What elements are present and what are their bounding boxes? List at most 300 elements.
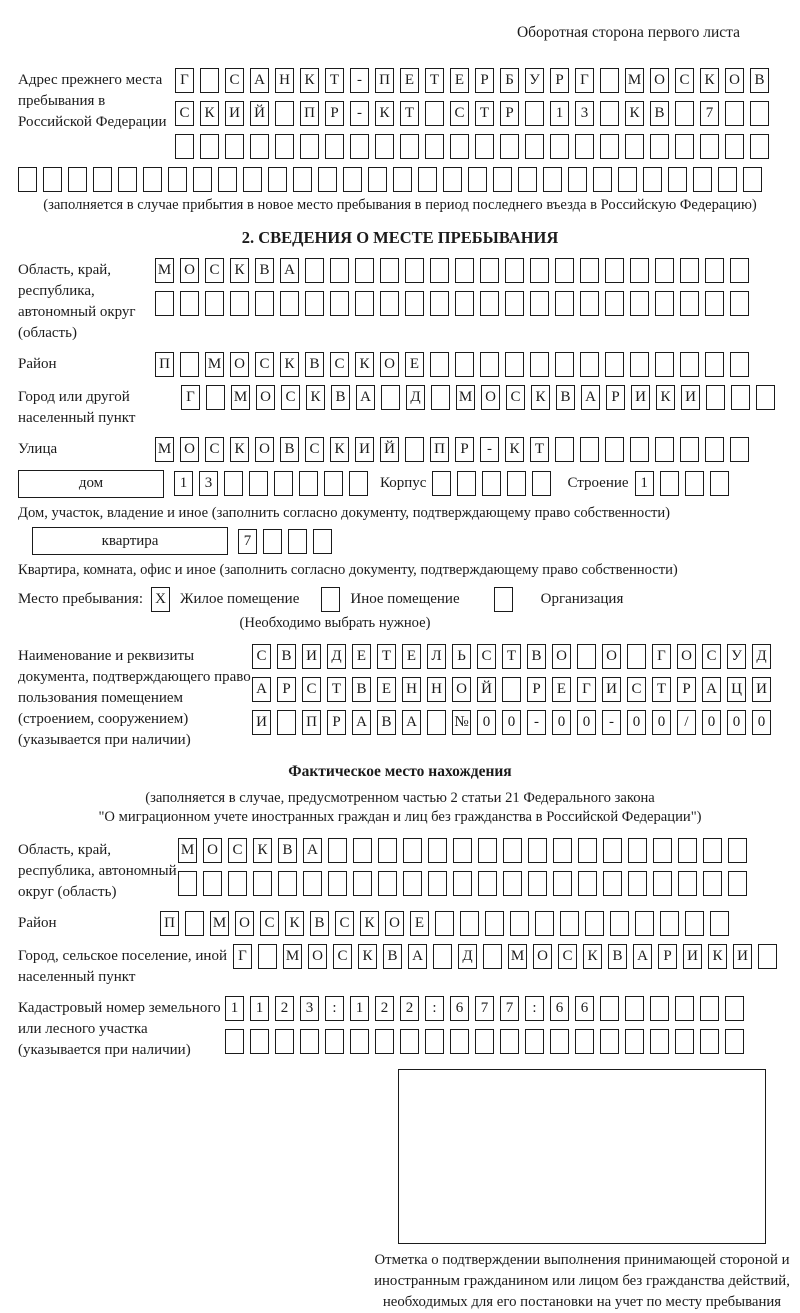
- form-cell: [507, 471, 526, 496]
- form-cell: [505, 291, 524, 316]
- form-cell: [678, 871, 697, 896]
- form-cell: С: [450, 101, 469, 126]
- form-cell: Л: [427, 644, 446, 669]
- form-cell: [505, 258, 524, 283]
- form-cell: К: [330, 437, 349, 462]
- form-cell: [381, 385, 400, 410]
- form-cell: [525, 1029, 544, 1054]
- actual-district-row: [160, 911, 729, 936]
- form-cell: [375, 1029, 394, 1054]
- form-cell: [275, 101, 294, 126]
- form-cell: Е: [410, 911, 429, 936]
- form-cell: [653, 838, 672, 863]
- form-cell: [450, 1029, 469, 1054]
- form-cell: И: [302, 644, 321, 669]
- form-cell: [555, 258, 574, 283]
- document-label: Наименование и реквизиты документа, подтверждающего право пользования помещением (строением, сооружением) (указывается при наличии): [18, 647, 251, 748]
- district-block: [18, 352, 782, 377]
- form-cell: К: [285, 911, 304, 936]
- form-cell: 6: [575, 996, 594, 1021]
- form-cell: [468, 167, 487, 192]
- form-cell: В: [377, 710, 396, 735]
- form-cell: [680, 437, 699, 462]
- form-cell: К: [360, 911, 379, 936]
- form-cell: -: [602, 710, 621, 735]
- form-cell: [605, 352, 624, 377]
- form-cell: [143, 167, 162, 192]
- form-cell: Е: [405, 352, 424, 377]
- form-cell: [430, 291, 449, 316]
- form-cell: О: [255, 437, 274, 462]
- form-cell: [528, 838, 547, 863]
- form-cell: Р: [677, 677, 696, 702]
- form-cell: [500, 134, 519, 159]
- form-cell: [725, 134, 744, 159]
- form-cell: [350, 134, 369, 159]
- form-cell: [303, 871, 322, 896]
- form-cell: К: [375, 101, 394, 126]
- form-cell: К: [306, 385, 325, 410]
- form-cell: С: [558, 944, 577, 969]
- form-cell: [555, 291, 574, 316]
- form-cell: Г: [175, 68, 194, 93]
- form-cell: [443, 167, 462, 192]
- form-cell: [710, 911, 729, 936]
- form-cell: К: [200, 101, 219, 126]
- form-cell: Р: [527, 677, 546, 702]
- prev-address-footnote: (заполняется в случае прибытия в новое место пребывания в период последнего въезда в Российскую Федерацию): [43, 197, 757, 213]
- form-cell: 0: [502, 710, 521, 735]
- form-cell: [350, 1029, 369, 1054]
- form-cell: 0: [652, 710, 671, 735]
- form-cell: [560, 911, 579, 936]
- form-cell: [243, 167, 262, 192]
- form-cell: 6: [550, 996, 569, 1021]
- form-cell: И: [733, 944, 752, 969]
- form-cell: [478, 838, 497, 863]
- form-cell: [580, 437, 599, 462]
- form-cell: О: [481, 385, 500, 410]
- form-cell: [478, 871, 497, 896]
- form-cell: С: [252, 644, 271, 669]
- form-cell: В: [750, 68, 769, 93]
- form-cell: [378, 871, 397, 896]
- form-cell: [568, 167, 587, 192]
- form-cell: Т: [502, 644, 521, 669]
- form-cell: [427, 710, 446, 735]
- form-cell: [230, 291, 249, 316]
- form-cell: [503, 838, 522, 863]
- form-cell: [575, 1029, 594, 1054]
- stroenie-cells: [635, 471, 729, 496]
- form-cell: А: [252, 677, 271, 702]
- prev-address-block: [18, 68, 782, 159]
- form-cell: [532, 471, 551, 496]
- form-cell: К: [708, 944, 727, 969]
- form-cell: [500, 1029, 519, 1054]
- form-cell: О: [256, 385, 275, 410]
- form-cell: М: [283, 944, 302, 969]
- form-cell: [277, 710, 296, 735]
- form-cell: [577, 644, 596, 669]
- form-cell: О: [385, 911, 404, 936]
- form-cell: К: [230, 258, 249, 283]
- form-cell: Т: [425, 68, 444, 93]
- form-cell: 2: [275, 996, 294, 1021]
- form-cell: С: [225, 68, 244, 93]
- form-cell: [368, 167, 387, 192]
- form-cell: [668, 167, 687, 192]
- form-cell: 2: [400, 996, 419, 1021]
- form-cell: Ц: [727, 677, 746, 702]
- form-cell: [330, 291, 349, 316]
- stay-type-note: (Необходимо выбрать нужное): [239, 615, 431, 632]
- form-cell: [355, 291, 374, 316]
- form-cell: -: [480, 437, 499, 462]
- form-cell: [430, 352, 449, 377]
- checkbox-residential: X: [151, 587, 170, 612]
- form-cell: [585, 911, 604, 936]
- cadastral-block: [18, 996, 782, 1061]
- form-cell: [680, 258, 699, 283]
- form-cell: Г: [577, 677, 596, 702]
- form-cell: С: [302, 677, 321, 702]
- form-cell: В: [650, 101, 669, 126]
- form-cell: :: [325, 996, 344, 1021]
- form-cell: А: [303, 838, 322, 863]
- form-cell: О: [533, 944, 552, 969]
- form-cell: С: [260, 911, 279, 936]
- form-cell: [432, 471, 451, 496]
- form-cell: С: [675, 68, 694, 93]
- form-cell: К: [583, 944, 602, 969]
- form-cell: [593, 167, 612, 192]
- form-cell: О: [650, 68, 669, 93]
- form-cell: В: [608, 944, 627, 969]
- form-cell: [525, 101, 544, 126]
- form-cell: В: [255, 258, 274, 283]
- form-cell: [280, 291, 299, 316]
- form-cell: [485, 911, 504, 936]
- form-cell: [628, 838, 647, 863]
- form-cell: [505, 352, 524, 377]
- form-cell: Г: [575, 68, 594, 93]
- form-cell: [553, 871, 572, 896]
- region-row-2: [155, 291, 749, 316]
- form-cell: [378, 838, 397, 863]
- form-cell: И: [681, 385, 700, 410]
- form-cell: [605, 437, 624, 462]
- form-cell: [318, 167, 337, 192]
- form-cell: И: [683, 944, 702, 969]
- actual-region-label: Область, край, республика, автономный округ (область): [18, 842, 177, 901]
- form-cell: [580, 291, 599, 316]
- option-residential-label: Жилое помещение: [180, 591, 300, 608]
- form-cell: С: [702, 644, 721, 669]
- prev-address-row-4: [18, 167, 782, 192]
- form-cell: [530, 352, 549, 377]
- actual-region-row-1: [178, 838, 747, 863]
- form-cell: Н: [402, 677, 421, 702]
- form-cell: [453, 838, 472, 863]
- form-cell: О: [452, 677, 471, 702]
- form-cell: [627, 644, 646, 669]
- form-cell: [725, 1029, 744, 1054]
- form-cell: Г: [233, 944, 252, 969]
- actual-district-label: Район: [18, 915, 57, 932]
- form-cell: [625, 1029, 644, 1054]
- checkbox-organization: [494, 587, 513, 612]
- form-cell: [300, 134, 319, 159]
- form-cell: -: [350, 101, 369, 126]
- prev-address-row-2: [175, 101, 769, 126]
- korpus-cells: [432, 471, 551, 496]
- street-label: Улица: [18, 440, 58, 457]
- form-cell: [600, 1029, 619, 1054]
- form-cell: А: [352, 710, 371, 735]
- form-cell: [743, 167, 762, 192]
- form-cell: 2: [375, 996, 394, 1021]
- form-cell: С: [506, 385, 525, 410]
- form-cell: [43, 167, 62, 192]
- form-cell: [530, 258, 549, 283]
- section2-title: 2. СВЕДЕНИЯ О МЕСТЕ ПРЕБЫВАНИЯ: [241, 227, 559, 247]
- form-cell: [18, 167, 37, 192]
- form-cell: 3: [300, 996, 319, 1021]
- form-cell: А: [356, 385, 375, 410]
- form-cell: [730, 291, 749, 316]
- form-cell: П: [375, 68, 394, 93]
- form-cell: [330, 258, 349, 283]
- form-cell: [730, 352, 749, 377]
- form-cell: [455, 352, 474, 377]
- form-cell: [480, 258, 499, 283]
- form-cell: И: [252, 710, 271, 735]
- form-cell: К: [700, 68, 719, 93]
- form-cell: 0: [477, 710, 496, 735]
- form-cell: [660, 911, 679, 936]
- district-row: [155, 352, 749, 377]
- form-cell: 1: [174, 471, 193, 496]
- form-cell: [555, 352, 574, 377]
- form-cell: [635, 911, 654, 936]
- form-cell: С: [330, 352, 349, 377]
- document-row-1: [252, 644, 771, 669]
- form-cell: М: [456, 385, 475, 410]
- form-cell: [480, 352, 499, 377]
- form-cell: К: [625, 101, 644, 126]
- form-cell: [428, 838, 447, 863]
- form-cell: Й: [380, 437, 399, 462]
- form-cell: Т: [530, 437, 549, 462]
- form-cell: [718, 167, 737, 192]
- form-cell: [603, 871, 622, 896]
- form-cell: [575, 134, 594, 159]
- house-note: Дом, участок, владение и иное (заполнить согласно документу, подтверждающему право собственности): [18, 504, 671, 521]
- form-cell: Т: [475, 101, 494, 126]
- form-cell: [600, 996, 619, 1021]
- form-cell: А: [408, 944, 427, 969]
- form-cell: [655, 352, 674, 377]
- form-cell: [705, 291, 724, 316]
- form-cell: [643, 167, 662, 192]
- form-cell: С: [335, 911, 354, 936]
- form-cell: Н: [427, 677, 446, 702]
- form-cell: [710, 471, 729, 496]
- option-other-premise-label: Иное помещение: [350, 591, 460, 608]
- form-cell: Г: [652, 644, 671, 669]
- form-cell: [403, 871, 422, 896]
- house-block: [18, 470, 782, 498]
- form-cell: Р: [606, 385, 625, 410]
- form-cell: А: [633, 944, 652, 969]
- form-cell: [203, 871, 222, 896]
- checkbox-other-premise: [321, 587, 340, 612]
- form-cell: И: [355, 437, 374, 462]
- form-cell: [425, 134, 444, 159]
- form-cell: 6: [450, 996, 469, 1021]
- form-cell: 7: [500, 996, 519, 1021]
- form-cell: [530, 291, 549, 316]
- form-cell: [205, 291, 224, 316]
- form-cell: [457, 471, 476, 496]
- actual-region-row-2: [178, 871, 747, 896]
- actual-location-footnote-2: "О миграционном учете иностранных граждан и лиц без гражданства в Российской Федерации"): [98, 809, 702, 826]
- form-cell: Р: [327, 710, 346, 735]
- form-cell: [355, 258, 374, 283]
- form-cell: 0: [752, 710, 771, 735]
- apartment-block: [32, 527, 782, 555]
- form-cell: С: [205, 437, 224, 462]
- form-cell: [343, 167, 362, 192]
- form-cell: К: [230, 437, 249, 462]
- form-cell: [750, 134, 769, 159]
- form-cell: [703, 871, 722, 896]
- form-cell: [502, 677, 521, 702]
- form-cell: 1: [250, 996, 269, 1021]
- form-cell: В: [305, 352, 324, 377]
- form-cell: [525, 134, 544, 159]
- form-cell: О: [230, 352, 249, 377]
- form-cell: [705, 437, 724, 462]
- actual-city-block: [18, 944, 782, 988]
- form-cell: [155, 291, 174, 316]
- form-cell: Б: [500, 68, 519, 93]
- actual-city-row: [233, 944, 777, 969]
- form-cell: [353, 871, 372, 896]
- form-cell: [349, 471, 368, 496]
- form-cell: [605, 258, 624, 283]
- form-cell: С: [627, 677, 646, 702]
- form-cell: П: [430, 437, 449, 462]
- form-cell: [685, 911, 704, 936]
- form-cell: [293, 167, 312, 192]
- actual-location-title: Фактическое место нахождения: [288, 762, 512, 780]
- form-cell: [731, 385, 750, 410]
- form-cell: [510, 911, 529, 936]
- form-cell: С: [228, 838, 247, 863]
- form-cell: [249, 471, 268, 496]
- form-cell: А: [402, 710, 421, 735]
- form-cell: :: [425, 996, 444, 1021]
- form-cell: [118, 167, 137, 192]
- form-cell: П: [155, 352, 174, 377]
- form-cell: Г: [181, 385, 200, 410]
- form-cell: [200, 68, 219, 93]
- form-cell: Р: [550, 68, 569, 93]
- form-cell: [405, 437, 424, 462]
- actual-location-footnote-1: (заполняется в случае, предусмотренном частью 2 статьи 21 Федерального закона: [145, 789, 655, 806]
- form-cell: С: [281, 385, 300, 410]
- form-cell: [475, 1029, 494, 1054]
- form-cell: [675, 1029, 694, 1054]
- form-cell: [400, 134, 419, 159]
- form-cell: К: [358, 944, 377, 969]
- form-cell: [725, 101, 744, 126]
- form-cell: О: [677, 644, 696, 669]
- form-cell: [630, 437, 649, 462]
- form-cell: [610, 911, 629, 936]
- form-cell: С: [305, 437, 324, 462]
- form-cell: 3: [575, 101, 594, 126]
- form-cell: [493, 167, 512, 192]
- form-cell: В: [277, 644, 296, 669]
- form-cell: [503, 871, 522, 896]
- form-cell: К: [531, 385, 550, 410]
- form-cell: [678, 838, 697, 863]
- form-cell: [628, 871, 647, 896]
- form-cell: [430, 258, 449, 283]
- form-cell: [535, 911, 554, 936]
- form-cell: [433, 944, 452, 969]
- form-cell: [555, 437, 574, 462]
- form-cell: Й: [477, 677, 496, 702]
- apartment-cells: [238, 529, 332, 554]
- form-cell: 7: [700, 101, 719, 126]
- form-cell: [653, 871, 672, 896]
- form-cell: 0: [702, 710, 721, 735]
- form-cell: [180, 291, 199, 316]
- form-cell: [324, 471, 343, 496]
- option-organization-label: Организация: [540, 591, 624, 608]
- house-number-cells: [174, 471, 368, 496]
- city-label: Город или другой населенный пункт: [18, 388, 136, 426]
- document-block: [18, 644, 782, 751]
- form-cell: В: [310, 911, 329, 936]
- form-cell: Е: [402, 644, 421, 669]
- form-cell: 0: [577, 710, 596, 735]
- form-cell: [405, 258, 424, 283]
- form-cell: 1: [225, 996, 244, 1021]
- actual-city-label: Город, сельское поселение, иной населенный пункт: [18, 948, 227, 986]
- region-block: [18, 258, 782, 344]
- form-cell: [475, 134, 494, 159]
- form-cell: [625, 134, 644, 159]
- city-row: [181, 385, 775, 410]
- form-cell: [693, 167, 712, 192]
- form-cell: Й: [250, 101, 269, 126]
- form-cell: 7: [238, 529, 257, 554]
- form-cell: 0: [727, 710, 746, 735]
- form-cell: Р: [658, 944, 677, 969]
- form-cell: [680, 291, 699, 316]
- form-cell: [680, 352, 699, 377]
- form-cell: [418, 167, 437, 192]
- form-cell: К: [280, 352, 299, 377]
- form-cell: В: [280, 437, 299, 462]
- form-cell: И: [631, 385, 650, 410]
- form-cell: [435, 911, 454, 936]
